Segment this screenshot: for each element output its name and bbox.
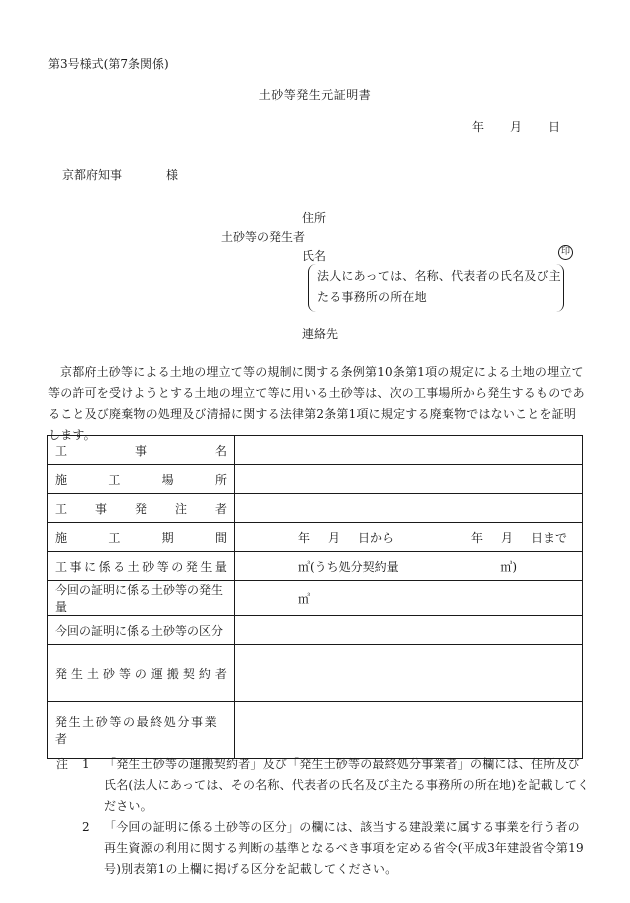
value-disposal-operator[interactable]: [235, 702, 583, 759]
label-char: 発: [134, 501, 147, 516]
label-char: 土: [86, 666, 99, 681]
label-char: 工: [55, 501, 68, 516]
label-char: 名: [214, 443, 227, 458]
label-char: 期: [161, 530, 174, 545]
certification-text: 京都府土砂等による土地の埋立て等の規制に関する条例第10条第1項の規定による土地の埋立て等の許可を受けようとする土地の埋立て等に用いる土砂等は、次の工事場所から発生するものであること及び廃棄物の処理及び清掃に関する法律第2条第1項に規定する廃棄物ではないことを証明します。: [48, 365, 585, 442]
date-line: [472, 118, 560, 135]
value-total-volume[interactable]: [235, 552, 583, 581]
current-volume-unit: ㎥: [298, 591, 311, 606]
period-start-day: 日から: [358, 530, 395, 545]
note-number: 1: [82, 757, 90, 771]
name-label: 氏名: [302, 249, 327, 263]
label-construction-site: [48, 465, 235, 494]
period-end-year: 年: [470, 530, 483, 545]
label-char: 者: [214, 501, 227, 516]
label-char: 係: [98, 559, 111, 574]
label-char: 発: [55, 666, 68, 681]
label-soil-category: 今回の証明に係る土砂等の区分: [48, 616, 235, 645]
label-char: 土: [127, 559, 140, 574]
label-char: 注: [174, 501, 187, 516]
label-char: 工: [55, 443, 68, 458]
table-row: [48, 494, 583, 523]
label-char: 契: [182, 666, 195, 681]
label-char: に: [84, 559, 97, 574]
table-row: [48, 465, 583, 494]
volume-unit-open: ㎥(うち処分契約量: [298, 559, 399, 574]
label-char: 間: [214, 530, 227, 545]
table-row: [48, 616, 583, 645]
row-label: [55, 500, 227, 517]
period-end-day: 日まで: [530, 530, 567, 545]
notes: [56, 754, 590, 880]
label-transport-contractor: [48, 645, 235, 702]
table-row: [48, 645, 583, 702]
note-item: [56, 754, 590, 817]
row-label: [55, 442, 227, 459]
address-label: 住所: [302, 211, 327, 225]
value-current-volume[interactable]: [235, 581, 583, 616]
label-char: 場: [161, 472, 174, 487]
contact-label: 連絡先: [302, 327, 339, 341]
label-construction-period: [48, 523, 235, 552]
value-client[interactable]: [235, 494, 583, 523]
label-char: 施: [55, 530, 68, 545]
label-disposal-operator: 発生土砂等の最終処分事業者: [48, 702, 235, 759]
note-number: 2: [82, 820, 90, 834]
label-char: 等: [118, 666, 131, 681]
form-number-label: 第3号様式(第7条関係): [48, 57, 169, 71]
note-mark: 注: [56, 757, 69, 771]
note-item: [56, 817, 590, 880]
label-char: 搬: [166, 666, 179, 681]
row-label: [55, 529, 227, 546]
date-month: 月: [509, 120, 522, 134]
label-char: 砂: [142, 559, 155, 574]
row-label: [55, 471, 227, 488]
addressee-name: 京都府知事: [62, 168, 123, 182]
label-char: 事: [134, 443, 147, 458]
value-construction-name[interactable]: [235, 436, 583, 465]
label-char: 工: [108, 530, 121, 545]
label-char: 生: [70, 666, 83, 681]
label-char: る: [113, 559, 126, 574]
label-construction-name: [48, 436, 235, 465]
label-char: 生: [200, 559, 213, 574]
note-text: 「発生土砂等の運搬契約者」及び「発生土砂等の最終処分事業者」の欄には、住所及び氏名(法人にあっては、その名称、代表者の氏名及び主たる事務所の所在地)を記載してください。: [104, 757, 590, 813]
document-title: 土砂等発生元証明書: [258, 88, 372, 102]
addressee-honorific: 様: [166, 168, 179, 182]
label-char: 者: [214, 666, 227, 681]
label-char: 事: [94, 501, 107, 516]
table-row: [48, 581, 583, 616]
label-char: 約: [198, 666, 211, 681]
label-char: 事: [69, 559, 82, 574]
value-soil-category[interactable]: [235, 616, 583, 645]
corporation-note: 法人にあっては、名称、代表者の氏名及び主たる事務所の所在地: [308, 264, 564, 312]
note-text: 「今回の証明に係る土砂等の区分」の欄には、該当する建設業に属する事業を行う者の再生資源の利用に関する判断の基準となるべき事項を定める省令(平成3年建設省令第19号)別表第1の上欄に掲げる区分を記載してください。: [104, 820, 584, 876]
table-row: [48, 436, 583, 465]
generator-label: 土砂等の発生者: [221, 230, 306, 244]
label-current-volume: 今回の証明に係る土砂等の発生量: [48, 581, 235, 616]
date-year: 年: [471, 120, 484, 134]
label-char: 工: [55, 559, 68, 574]
period-end-month: 月: [500, 530, 513, 545]
table-row: [48, 702, 583, 759]
label-total-volume: [48, 552, 235, 581]
value-transport-contractor[interactable]: [235, 645, 583, 702]
value-construction-period[interactable]: [235, 523, 583, 552]
certificate-table: [47, 435, 583, 759]
label-client: [48, 494, 235, 523]
volume-unit-close: ㎥): [500, 559, 517, 574]
label-char: 等: [156, 559, 169, 574]
value-construction-site[interactable]: [235, 465, 583, 494]
table-row: [48, 552, 583, 581]
label-char: 量: [214, 559, 227, 574]
label-char: 工: [108, 472, 121, 487]
label-char: 所: [214, 472, 227, 487]
label-char: 砂: [102, 666, 115, 681]
addressee: [62, 166, 178, 183]
label-char: の: [171, 559, 184, 574]
row-label: [55, 558, 227, 575]
label-char: 施: [55, 472, 68, 487]
period-start-month: 月: [328, 530, 341, 545]
period-start-year: 年: [298, 530, 311, 545]
row-label: [55, 665, 227, 682]
seal-mark-icon: 印: [558, 245, 573, 260]
label-char: 発: [185, 559, 198, 574]
label-char: 運: [150, 666, 163, 681]
table-row: [48, 523, 583, 552]
label-char: の: [134, 666, 147, 681]
date-day: 日: [547, 120, 560, 134]
